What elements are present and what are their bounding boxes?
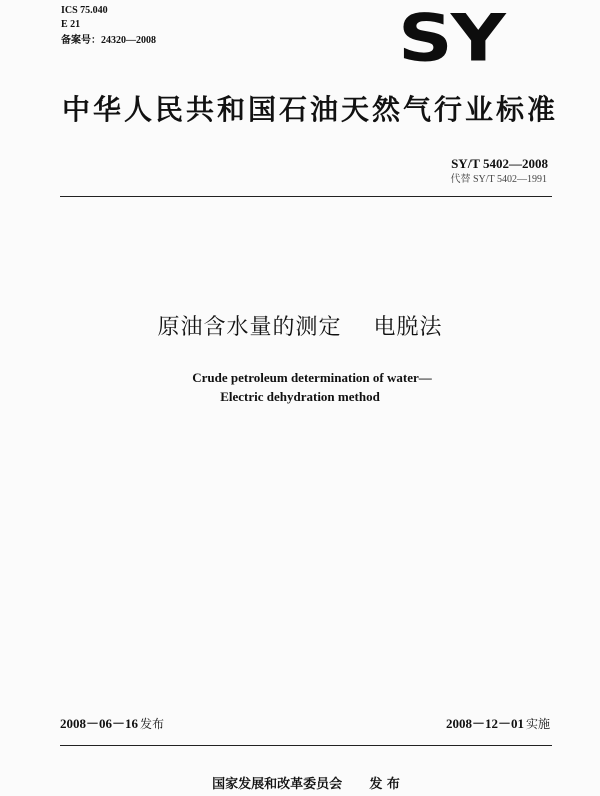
document-title-english-line2: Electric dehydration method xyxy=(220,389,380,404)
publisher-action: 发 布 xyxy=(369,777,400,792)
classification-code: E 21 xyxy=(61,19,81,30)
issue-date xyxy=(60,715,164,733)
publisher-name: 国家发展和改革委员会 xyxy=(212,777,343,792)
implementation-date xyxy=(446,715,550,733)
ics-code: ICS 75.040 xyxy=(61,5,108,16)
bottom-divider xyxy=(60,745,552,746)
implementation-date-value: 2008－12－01 xyxy=(445,716,524,731)
issue-date-label: 发布 xyxy=(140,717,165,731)
top-divider xyxy=(60,196,552,197)
sy-logo: SY xyxy=(398,0,504,76)
implementation-date-label: 实施 xyxy=(525,717,550,731)
publisher xyxy=(0,776,600,794)
issue-date-value: 2008－06－16 xyxy=(60,716,139,731)
document-title-english-line1: Crude petroleum determination of water— xyxy=(192,370,432,385)
replaced-standard: 代替 SY/T 5402—1991 xyxy=(450,174,547,185)
standard-category-title: 中华人民共和国石油天然气行业标准 xyxy=(62,93,559,126)
document-title-chinese: 原油含水量的测定 电脱法 xyxy=(157,315,443,340)
standard-number: SY/T 5402—2008 xyxy=(451,156,548,171)
registration-number: 备案号：24320—2008 xyxy=(61,35,156,46)
